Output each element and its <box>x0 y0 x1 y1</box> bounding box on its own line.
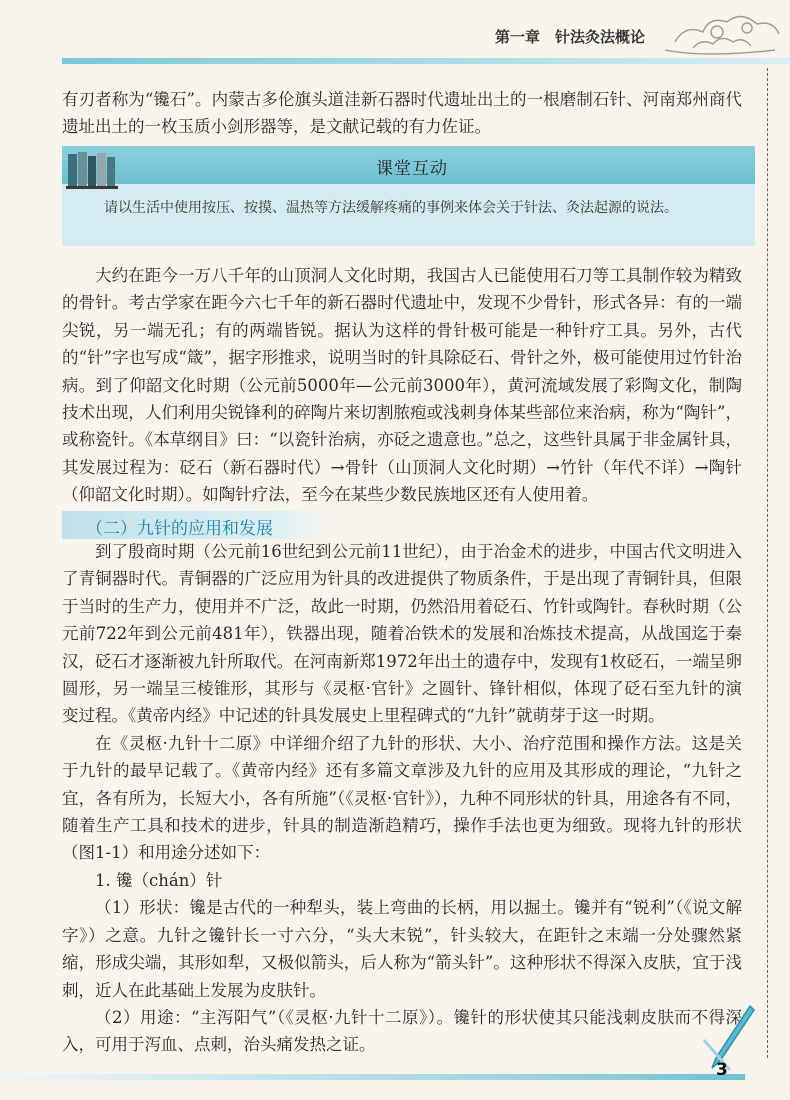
footer-rule <box>0 1074 745 1080</box>
header-rule <box>62 58 790 64</box>
body-paragraph: 到了殷商时期（公元前16世纪到公元前11世纪），由于冶金术的进步，中国古代文明进入了青铜器时代。青铜器的广泛应用为针具的改进提供了物质条件，于是出现了青铜针具，但限于当时的生产力，使用并不广泛，故此一时期，仍然沿用着砭石、竹针或陶针。春秋时期（公元前722年到公元前481年），铁器出现，随着冶铁术的发展和冶炼技术提高，从战国迄于秦汉，砭石才逐渐被九针所取代。在河南新郑1972年出土的遗存中，发现有1枚砭石，一端呈卵圆形，另一端呈三棱锥形，其形与《灵枢·官针》之圆针、锋针相似，体现了砭石至九针的演变过程。《黄帝内经》中记述的针具发展史上里程碑式的“九针”就萌芽于这一时期。 <box>62 542 742 726</box>
margin-dashed-line <box>767 68 768 1058</box>
subsection-title: （二）九针的应用和发展 <box>86 519 273 539</box>
section2-text <box>62 538 742 1059</box>
page-number: 3 <box>716 1060 728 1080</box>
body-paragraph: 在《灵枢·九针十二原》中详细介绍了九针的形状、大小、治疗范围和操作方法。这是关于九针的最早记载了。《黄帝内经》还有多篇文章涉及九针的应用及其形成的理论，“九针之宜，各有所为，长短大小，各有所施”（《灵枢·官针》），九种不同形状的针具，用途各有不同，随着生产工具和技术的进步，针具的制造渐趋精巧，操作手法也更为细致。现将九针的形状（图1-1）和用途分述如下： <box>62 733 742 863</box>
item-heading: 1. 镵（chán）针 <box>95 870 223 890</box>
classroom-text: 请以生活中使用按压、按摸、温热等方法缓解疼痛的事例来体会关于针法、灸法起源的说法。 <box>104 200 678 216</box>
chapter-title: 第一章 针法灸法概论 <box>495 28 646 46</box>
pen-icon <box>700 1000 760 1072</box>
classroom-title: 课堂互动 <box>376 159 448 179</box>
body-paragraph: （2）用途：“主泻阳气”（《灵枢·九针十二原》）。镵针的形状使其只能浅刺皮肤而不得深入，可用于泻血、点刺，治头痛发热之证。 <box>62 1007 742 1055</box>
body-paragraph: 大约在距今一万八千年的山顶洞人文化时期，我国古人已能使用石刀等工具制作较为精致的骨针。考古学家在距今六七千年的新石器时代遗址中，发现不少骨针，形式各异：有的一端尖锐，另一端无孔；有的两端皆锐。据认为这样的骨针极可能是一种针疗工具。另外，古代的“针”字也写成“箴”，据字形推求，说明当时的针具除砭石、骨针之外，极可能使用过竹针治病。到了仰韶文化时期（公元前5000年—公元前3000年），黄河流域发展了彩陶文化，制陶技术出现，人们利用尖锐锋利的碎陶片来切割脓疱或浅刺身体某些部位来治病，称为“陶针”，或称瓷针。《本草纲目》曰：“以瓷针治病，亦砭之遗意也。”总之，这些针具属于非金属针具，其发展过程为：砭石（新石器时代）→骨针（山顶洞人文化时期）→竹针（年代不详）→陶针（仰韶文化时期）。如陶针疗法，至今在某些少数民族地区还有人使用着。 <box>62 266 742 505</box>
intro-paragraph: 有刃者称为“镵石”。内蒙古多伦旗头道洼新石器时代遗址出土的一根磨制石针、河南郑州商代遗址出土的一枚玉质小剑形器等，是文献记载的有力佐证。 <box>62 90 742 137</box>
books-icon <box>64 148 124 190</box>
subsection-heading <box>62 511 332 539</box>
section1-text <box>62 262 742 509</box>
classroom-interaction-box <box>62 146 755 246</box>
intro-paragraph-block <box>62 86 742 141</box>
body-paragraph: （1）形状：镵是古代的一种犁头，装上弯曲的长柄，用以掘土。镵并有“锐利”（《说文解字》）之意。九针之镵针长一寸六分，“头大末锐”，针头较大，在距针之末端一分处骤然紧缩，形成尖端，其形如犁，又极似箭头，后人称为“箭头针”。这种形状不得深入皮肤，宜于浅刺，近人在此基础上发展为皮肤针。 <box>62 898 742 1000</box>
